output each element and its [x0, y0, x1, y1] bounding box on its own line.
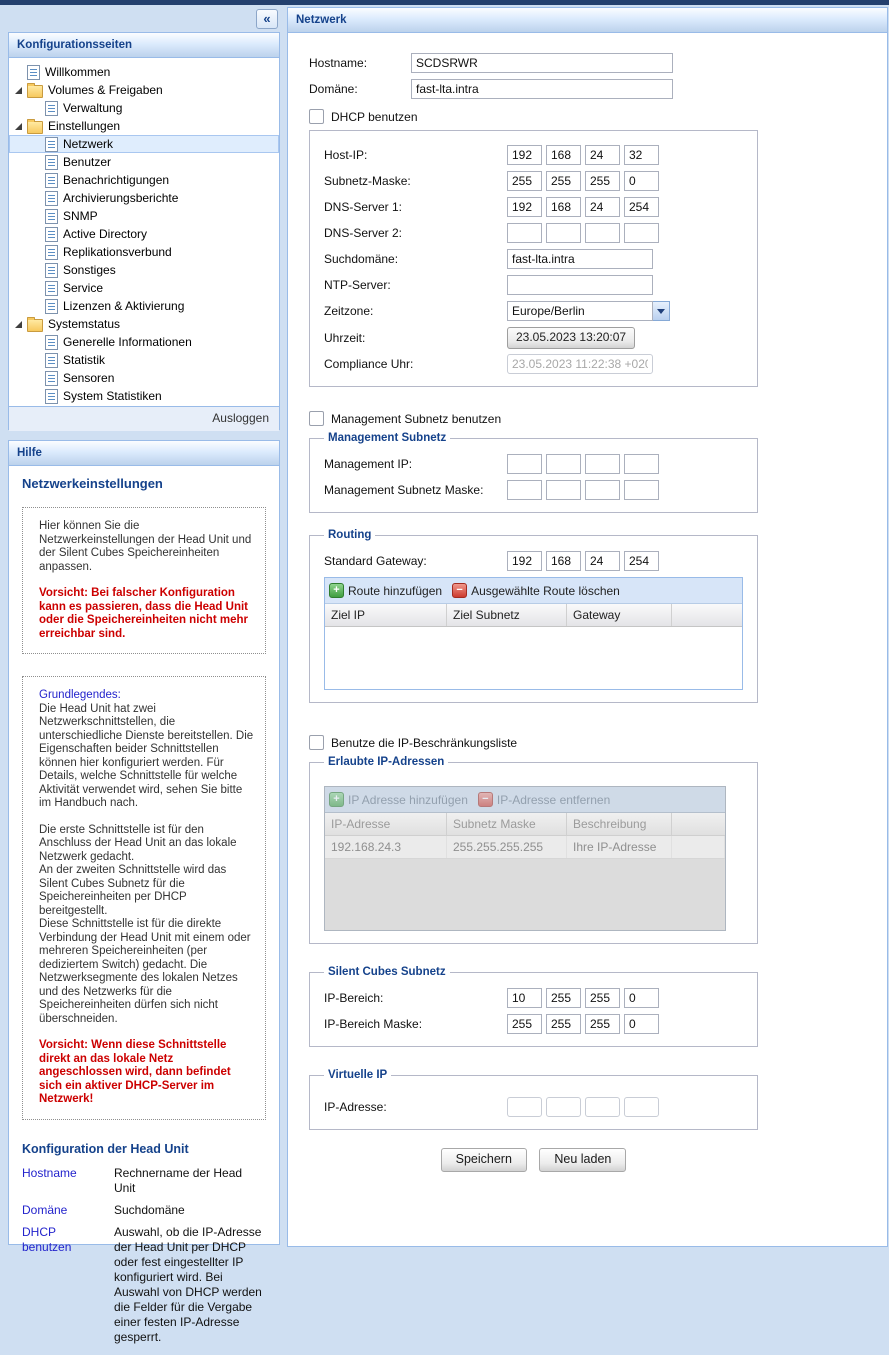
management-mask-label: Management Subnetz Maske: — [324, 483, 484, 497]
basics-warning: Vorsicht: Wenn diese Schnittstelle direkt an das lokale Netz angeschlossen wird, dann befindet sich ein aktiver DHCP-Server im Netzwerk! — [39, 1039, 231, 1105]
sidebar-item-label: Archivierungsberichte — [63, 191, 179, 205]
page-icon — [45, 101, 58, 116]
gateway-label: Standard Gateway: — [324, 554, 427, 568]
gateway-octet-4[interactable] — [624, 551, 659, 571]
page-icon — [45, 389, 58, 404]
routes-grid-header — [325, 604, 742, 627]
expand-arrow-icon[interactable] — [15, 321, 22, 328]
virtual-ip-octet-4 — [624, 1097, 659, 1117]
row-subnet-mask: 255.255.255.255 — [447, 836, 567, 858]
logout-button[interactable]: Ausloggen — [9, 406, 279, 431]
mgmt-mask-octet-4[interactable] — [624, 480, 659, 500]
management-subnet-fieldset — [309, 432, 758, 513]
dns2-octet-4[interactable] — [624, 223, 659, 243]
dns1-octet-1[interactable] — [507, 197, 542, 217]
collapse-sidebar-button[interactable]: « — [256, 9, 278, 29]
gateway-octet-2[interactable] — [546, 551, 581, 571]
gateway-octet-3[interactable] — [585, 551, 620, 571]
column-header-ziel-ip[interactable]: Ziel IP — [325, 604, 447, 626]
sidebar-item-statistik[interactable] — [9, 351, 279, 369]
virtual-ip-legend: Virtuelle IP — [328, 1069, 388, 1081]
page-icon — [45, 227, 58, 242]
save-button[interactable]: Speichern — [441, 1148, 527, 1172]
ip-range-mask-octet-2[interactable] — [546, 1014, 581, 1034]
mgmt-mask-octet-1[interactable] — [507, 480, 542, 500]
allowed-ip-grid — [324, 786, 726, 931]
help-content — [9, 466, 279, 1355]
page-icon — [45, 191, 58, 206]
subnet-octet-4[interactable] — [624, 171, 659, 191]
network-panel — [287, 7, 888, 1247]
expand-arrow-icon[interactable] — [15, 87, 22, 94]
sidebar-item-label: Benutzer — [63, 155, 112, 169]
sidebar-item-service[interactable] — [9, 279, 279, 297]
mgmt-ip-octet-1[interactable] — [507, 454, 542, 474]
compliance-clock-input — [507, 354, 653, 374]
page-icon — [45, 245, 58, 260]
virtual-ip-octet-1 — [507, 1097, 542, 1117]
row-filler — [672, 836, 725, 858]
def-text: Auswahl, ob die IP-Adresse der Head Unit per DHCP oder fest eingestellter IP konfiguriert wird. Bei Auswahl von DHCP werden die Felder für die Vergabe einer festen IP-Adresse gesperrt. — [114, 1224, 262, 1344]
ip-range-mask-label: IP-Bereich Maske: — [324, 1017, 423, 1031]
config-pages-panel — [8, 32, 280, 430]
row-ip-address: 192.168.24.3 — [325, 836, 447, 858]
allowed-ip-fieldset — [309, 756, 758, 944]
ip-range-octet-3[interactable] — [585, 988, 620, 1008]
dns2-label: DNS-Server 2: — [324, 226, 403, 240]
routes-toolbar — [325, 578, 742, 604]
sidebar-item-label: Sensoren — [63, 371, 115, 385]
subnet-octet-3[interactable] — [585, 171, 620, 191]
ip-restriction-checkbox[interactable] — [309, 735, 324, 750]
remove-icon: − — [452, 583, 467, 598]
table-row — [325, 836, 725, 859]
host-ip-octet-4[interactable] — [624, 145, 659, 165]
page-icon — [45, 137, 58, 152]
remove-icon: − — [478, 792, 493, 807]
virtual-ip-label: IP-Adresse: — [324, 1100, 387, 1114]
sidebar-item-sensoren[interactable] — [9, 369, 279, 387]
ntp-label: NTP-Server: — [324, 278, 391, 292]
sidebar-item-replikationsverbund[interactable] — [9, 243, 279, 261]
mgmt-mask-octet-2[interactable] — [546, 480, 581, 500]
help-heading: Netzwerkeinstellungen — [22, 476, 163, 491]
sidebar-item-volumes-freigaben[interactable] — [9, 81, 279, 99]
host-ip-octet-3[interactable] — [585, 145, 620, 165]
dns2-octet-2[interactable] — [546, 223, 581, 243]
time-button[interactable]: 23.05.2023 13:20:07 — [507, 327, 635, 349]
ip-restriction-checkbox-label: Benutze die IP-Beschränkungsliste — [331, 735, 518, 750]
def-term: Domäne — [22, 1202, 68, 1217]
sidebar-item-label: Systemstatus — [48, 317, 121, 331]
routing-legend: Routing — [328, 529, 372, 541]
subnet-octet-1[interactable] — [507, 171, 542, 191]
sidebar-item-label: Service — [63, 281, 104, 295]
basics-p4: Diese Schnittstelle ist für die direkte Verbindung der Head Unit mit einem oder mehreren Speichereinheiten (per dediziertem Switch) gedacht. Die Netzwerksegmente des lokalen Netzes und des Netzwerks für die Speichereinheiten dürfen sich nicht überschneiden. — [39, 918, 251, 1025]
mgmt-ip-octet-3[interactable] — [585, 454, 620, 474]
config-tree — [9, 58, 279, 406]
config-heading: Konfiguration der Head Unit — [22, 1141, 189, 1156]
silent-cubes-legend: Silent Cubes Subnetz — [328, 966, 446, 978]
sidebar-item-systemstatus[interactable] — [9, 315, 279, 333]
host-ip-octet-2[interactable] — [546, 145, 581, 165]
add-icon: + — [329, 583, 344, 598]
dns1-label: DNS-Server 1: — [324, 200, 403, 214]
dns2-octet-1[interactable] — [507, 223, 542, 243]
page-icon — [27, 65, 40, 80]
def-term: Hostname — [22, 1165, 77, 1180]
window-top-strip — [0, 0, 889, 5]
add-route-button[interactable] — [329, 583, 442, 598]
ip-range-octet-1[interactable] — [507, 988, 542, 1008]
column-header-filler — [672, 604, 742, 626]
sidebar-item-label: Lizenzen & Aktivierung — [63, 299, 185, 313]
ip-range-octet-4[interactable] — [624, 988, 659, 1008]
sidebar-item-label: Benachrichtigungen — [63, 173, 170, 187]
delete-route-button[interactable] — [452, 583, 620, 598]
column-header-beschreibung: Beschreibung — [567, 813, 672, 835]
sidebar-item-benachrichtigungen[interactable] — [9, 171, 279, 189]
sidebar-item-willkommen[interactable] — [9, 63, 279, 81]
subnet-mask-label: Subnetz-Maske: — [324, 174, 411, 188]
add-route-label: Route hinzufügen — [348, 583, 443, 598]
host-ip-octet-1[interactable] — [507, 145, 542, 165]
help-intro-warning: Vorsicht: Bei falscher Konfiguration kann es passieren, dass die Head Unit oder die Speichereinheiten nicht mehr erreichbar sind. — [39, 587, 248, 640]
add-ip-button — [329, 792, 468, 807]
sidebar-item-label: Volumes & Freigaben — [48, 83, 163, 97]
sidebar-item-label: Statistik — [63, 353, 106, 367]
sidebar-item-label: Willkommen — [45, 65, 111, 79]
def-text: Rechnername der Head Unit — [114, 1165, 243, 1195]
dns1-octet-3[interactable] — [585, 197, 620, 217]
gateway-octet-1[interactable] — [507, 551, 542, 571]
sidebar-item-label: Generelle Informationen — [63, 335, 192, 349]
domain-label: Domäne: — [309, 82, 358, 96]
silent-cubes-subnet-fieldset — [309, 966, 758, 1047]
remove-ip-label: IP-Adresse entfernen — [496, 792, 611, 807]
help-panel-header: Hilfe — [9, 441, 279, 466]
help-intro-box — [22, 507, 266, 654]
management-subnet-checkbox-label: Management Subnetz benutzen — [331, 411, 502, 426]
dhcp-checkbox[interactable] — [309, 109, 324, 124]
help-intro-text: Hier können Sie die Netzwerkeinstellungen der Head Unit und der Silent Cubes Speichereinheiten anpassen. — [39, 520, 252, 573]
page-icon — [45, 281, 58, 296]
page-icon — [45, 299, 58, 314]
timezone-input[interactable] — [507, 301, 653, 321]
allowed-ip-legend: Erlaubte IP-Adressen — [328, 756, 445, 768]
sidebar-item-label: Active Directory — [63, 227, 148, 241]
page-icon — [45, 155, 58, 170]
sidebar-item-label: Sonstiges — [63, 263, 116, 277]
searchdomain-label: Suchdomäne: — [324, 252, 399, 266]
static-network-fieldset — [309, 130, 758, 387]
timezone-combo — [507, 301, 670, 321]
hostname-input[interactable] — [411, 53, 673, 73]
add-icon: + — [329, 792, 344, 807]
ip-range-mask-octet-1[interactable] — [507, 1014, 542, 1034]
ip-range-octet-2[interactable] — [546, 988, 581, 1008]
chevron-down-icon[interactable] — [653, 301, 670, 321]
sidebar-item-label: Netzwerk — [63, 137, 114, 151]
allowed-ip-toolbar — [325, 787, 725, 813]
routes-grid-body — [325, 627, 742, 689]
delete-route-label: Ausgewählte Route löschen — [471, 583, 620, 598]
compliance-label: Compliance Uhr: — [324, 357, 414, 371]
network-form — [288, 33, 887, 1228]
host-ip-label: Host-IP: — [324, 148, 368, 162]
sidebar-item-netzwerk[interactable] — [9, 135, 279, 153]
management-ip-label: Management IP: — [324, 457, 413, 471]
basics-p2: Die erste Schnittstelle ist für den Anschluss der Head Unit an das lokale Netzwerk gedacht. — [39, 823, 237, 863]
hostname-label: Hostname: — [309, 56, 368, 70]
sidebar-item-label: SNMP — [63, 209, 98, 223]
help-panel — [8, 440, 280, 1344]
ip-range-mask-octet-4[interactable] — [624, 1014, 659, 1034]
sidebar-item-label: System Statistiken — [63, 389, 162, 403]
sidebar-item-einstellungen[interactable] — [9, 117, 279, 135]
def-term: DHCP benutzen — [22, 1224, 72, 1254]
column-header-ip-adresse: IP-Adresse — [325, 813, 447, 835]
sidebar-item-snmp[interactable] — [9, 207, 279, 225]
virtual-ip-octet-3 — [585, 1097, 620, 1117]
routing-fieldset — [309, 529, 758, 703]
add-ip-label: IP Adresse hinzufügen — [348, 792, 468, 807]
page-icon — [45, 353, 58, 368]
reload-button[interactable]: Neu laden — [539, 1148, 626, 1172]
basics-p1: Die Head Unit hat zwei Netzwerkschnittstellen, die unterschiedliche Dienste bereitstellen. Die Eigenschaften beider Schnittstellen können hier konfiguriert werden. Für Details, welche Schnittstelle für welche Aktivität verwendet wird, sehen Sie bitte im Handbuch nach. — [39, 702, 254, 809]
searchdomain-input[interactable] — [507, 249, 653, 269]
sidebar-item-label: Replikationsverbund — [63, 245, 172, 259]
sidebar-item-archivierungsberichte[interactable] — [9, 189, 279, 207]
config-pages-header: Konfigurationsseiten — [9, 33, 279, 58]
sidebar-item-sonstiges[interactable] — [9, 261, 279, 279]
mgmt-ip-octet-2[interactable] — [546, 454, 581, 474]
sidebar-item-benutzer[interactable] — [9, 153, 279, 171]
config-definitions — [22, 1166, 266, 1345]
help-basics-box — [22, 676, 266, 1120]
mgmt-ip-octet-4[interactable] — [624, 454, 659, 474]
allowed-ip-grid-header — [325, 813, 725, 836]
basics-p3: An der zweiten Schnittstelle wird das Silent Cubes Subnetz für die Speichereinheiten per DHCP bereitgestellt. — [39, 864, 227, 917]
sidebar-item-label: Einstellungen — [48, 119, 121, 133]
folder-icon — [27, 319, 43, 332]
def-text: Suchdomäne — [114, 1202, 185, 1217]
sidebar-item-label: Verwaltung — [63, 101, 123, 115]
folder-icon — [27, 121, 43, 134]
network-panel-header: Netzwerk — [288, 8, 887, 33]
management-subnet-legend: Management Subnetz — [328, 432, 447, 444]
mgmt-mask-octet-3[interactable] — [585, 480, 620, 500]
page-icon — [45, 263, 58, 278]
time-label: Uhrzeit: — [324, 330, 366, 345]
ip-range-mask-octet-3[interactable] — [585, 1014, 620, 1034]
allowed-ip-grid-body — [325, 836, 725, 930]
form-footer — [309, 1148, 758, 1172]
ntp-input[interactable] — [507, 275, 653, 295]
ip-range-label: IP-Bereich: — [324, 991, 384, 1005]
sidebar-item-system-statistiken[interactable] — [9, 387, 279, 405]
page-icon — [45, 209, 58, 224]
subnet-octet-2[interactable] — [546, 171, 581, 191]
domain-input[interactable] — [411, 79, 673, 99]
dns1-octet-2[interactable] — [546, 197, 581, 217]
column-header-filler — [672, 813, 725, 835]
remove-ip-button — [478, 792, 610, 807]
dhcp-checkbox-label: DHCP benutzen — [331, 109, 418, 124]
dns1-octet-4[interactable] — [624, 197, 659, 217]
sidebar-item-verwaltung[interactable] — [9, 99, 279, 117]
timezone-label: Zeitzone: — [324, 304, 374, 318]
sidebar-item-generelle-informationen[interactable] — [9, 333, 279, 351]
virtual-ip-fieldset — [309, 1069, 758, 1130]
sidebar-item-active-directory[interactable] — [9, 225, 279, 243]
expand-arrow-icon[interactable] — [15, 123, 22, 130]
virtual-ip-octet-2 — [546, 1097, 581, 1117]
page-icon — [45, 335, 58, 350]
dns2-octet-3[interactable] — [585, 223, 620, 243]
folder-icon — [27, 85, 43, 98]
page-icon — [45, 371, 58, 386]
sidebar-item-lizenzen-aktivierung[interactable] — [9, 297, 279, 315]
column-header-subnetz-maske: Subnetz Maske — [447, 813, 567, 835]
page-icon — [45, 173, 58, 188]
row-description: Ihre IP-Adresse — [567, 836, 672, 858]
column-header-gateway[interactable]: Gateway — [567, 604, 672, 626]
basics-term: Grundlegendes: — [39, 689, 121, 701]
column-header-ziel-subnetz[interactable]: Ziel Subnetz — [447, 604, 567, 626]
routes-grid — [324, 577, 743, 690]
management-subnet-checkbox[interactable] — [309, 411, 324, 426]
